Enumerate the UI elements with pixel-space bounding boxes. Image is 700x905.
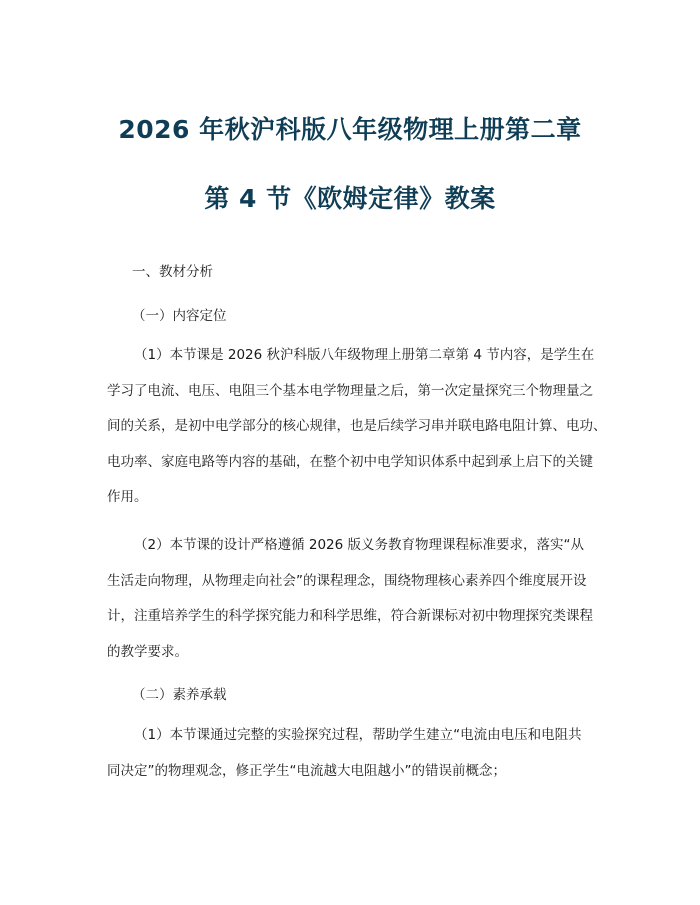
paragraph-line: （1）本节课通过完整的实验探究过程，帮助学生建立“电流由电压和电阻共 [134,727,582,743]
paragraph-line: 间的关系，是初中电学部分的核心规律，也是后续学习串并联电路电阻计算、电功、 [107,418,607,434]
paragraph-line: （1）本节课是 2026 秋沪科版八年级物理上册第二章第 4 节内容，是学生在 [134,347,595,363]
paragraph-content-positioning-2 [107,528,607,670]
paragraph-line: 同决定”的物理观念，修正学生“电流越大电阻越小”的错误前概念； [107,762,506,779]
subsection-heading-literacy-support: （二）素养承载 [132,687,227,703]
paragraph-line: 电功率、家庭电路等内容的基础，在整个初中电学知识体系中起到承上启下的关键 [107,453,593,470]
paragraph-content-positioning-1 [107,338,607,516]
paragraph-line: 作用。 [107,489,148,505]
document-title-line-2: 第 4 节《欧姆定律》教案 [204,184,496,213]
paragraph-literacy-support-1 [107,718,607,789]
document-title-line-1: 2026 年秋沪科版八年级物理上册第二章 [118,115,582,144]
section-heading-textbook-analysis: 一、教材分析 [132,264,213,280]
subsection-heading-content-positioning: （一）内容定位 [132,308,227,324]
paragraph-line: 计，注重培养学生的科学探究能力和科学思维，符合新课标对初中物理探究类课程 [107,608,593,624]
paragraph-line: 生活走向物理，从物理走向社会”的课程理念，围绕物理核心素养四个维度展开设 [107,572,587,589]
paragraph-line: 的教学要求。 [107,643,188,660]
paragraph-line: 学习了电流、电压、电阻三个基本电学物理量之后，第一次定量探究三个物理量之 [107,382,593,399]
paragraph-line: （2）本节课的设计严格遵循 2026 版义务教育物理课程标准要求，落实“从 [134,537,585,553]
